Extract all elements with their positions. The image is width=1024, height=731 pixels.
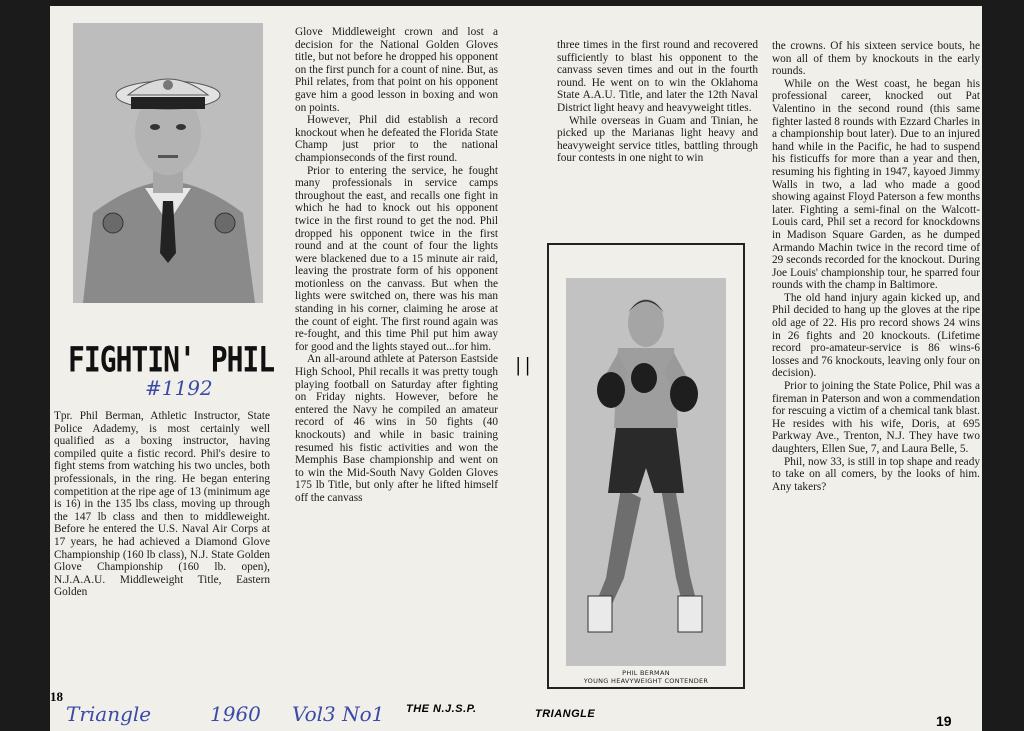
footer-brand-triangle: TRIANGLE <box>535 708 596 720</box>
paragraph: While on the West coast, he began his professional career, knocked out Pat Valentino in the second round (this same fighter lasted 8 rounds with Ezzard Charles in a championship bout later). Due to an injured hand while in the Pacific, he had to suspend his fisticuffs for more than a year and then, resuming his fighting in 1947, kayoed Jimmy Walls in two, a lad who made a good showing against Floyd Paterson a few months later. Fighting a semi-final on the Walcott-Louis card, Phil set a record for knockdowns in Madison Square Garden, as he dumped Armando Machin twice in the record time of 29 seconds recorded for the knockout. During Joe Louis' championship tour, he sparred four rounds with the champ in Baltimore. <box>772 77 980 292</box>
caption-name: PHIL BERMAN <box>622 669 670 677</box>
paragraph: However, Phil did establish a record knockout when he defeated the Florida State Champ just prior to the national championseconds of the first round. <box>295 114 498 164</box>
article-column-1 <box>54 410 270 599</box>
handwritten-number: #1192 <box>145 376 213 400</box>
paragraph: While overseas in Guam and Tinian, he picked up the Marianas light heavy and heavyweight service titles, battling through four contests in one night to win <box>557 114 758 165</box>
paragraph: three times in the first round and recovered sufficiently to blast his opponent to the canvass seven times and out in the fourth round. He went on to win the Oklahoma State A.A.U. Title, and later the 12th Naval District light heavy and heavyweight titles. <box>557 39 758 114</box>
boxer-photo-frame <box>547 243 745 689</box>
paragraph: Glove Middleweight crown and lost a decision for the National Golden Gloves title, but not before he dropped his opponent on the first punch for a count of nine. But, as Phil relates, from that point on his opponent gave him a good lesson in boxing and won on points. <box>295 26 498 114</box>
boxer-photo-icon <box>566 278 726 666</box>
article-column-4 <box>772 40 980 493</box>
paragraph: Prior to entering the service, he fought many professionals in service camps throughout the east, and recalls one fight in which he had to knock out his opponent twice in the first round to get the nod. Phil dropped his opponent twice in the first round and at the count of four the lights were blackened due to a 15 minute air raid, leaving the prostrate form of his opponent motionless on the canvass. But when the lights were switched on, there was his man standing in his corner, claiming he arose at the count of eight. The first round again was re-fought, and this time Phil put him away for good and the lights stayed out...for him. <box>295 164 498 353</box>
article-column-3 <box>557 39 758 165</box>
paragraph: The old hand injury again kicked up, and Phil decided to hang up the gloves at the ripe old age of 22. His pro record shows 24 wins in 26 fights and 20 knockouts. (Lifetime record pro-amateur-service is 86 wins-6 losses and 76 knockouts, leaving only four on decision). <box>772 291 980 380</box>
caption-title: YOUNG HEAVYWEIGHT CONTENDER <box>583 677 709 685</box>
trooper-portrait-icon <box>73 23 263 303</box>
article-column-2 <box>295 26 498 505</box>
paragraph: the crowns. Of his sixteen service bouts, he won all of them by knockouts in the early rounds. <box>772 40 980 78</box>
newspaper-page <box>50 6 982 731</box>
boxer-photo <box>566 278 726 666</box>
page-number-right: 19 <box>936 713 952 729</box>
page-number-left: 18 <box>50 689 63 704</box>
margin-marks: | | <box>516 354 530 376</box>
paragraph: An all-around athlete at Paterson Eastside High School, Phil recalls it was pretty tough playing football on Saturday after fighting on Friday nights. However, before he entered the Navy he compiled an amateur record of 46 wins in 50 fights (40 knockouts) and while in basic training resumed his fistic activities and won the Memphis Base championship and went on to win the Mid-South Navy Golden Gloves 175 lb Title, but only after he lifted himself off the canvass <box>295 353 498 504</box>
handwritten-year: 1960 <box>210 702 261 726</box>
headline: FIGHTIN' PHIL <box>68 339 275 381</box>
trooper-portrait-photo <box>73 23 263 303</box>
photo-caption <box>549 669 743 685</box>
paragraph: Prior to joining the State Police, Phil was a fireman in Paterson and won a commendation for rescuing a victim of a chemical tank blast. He resides with his wife, Doris, at 695 Parkway Ave., Trenton, N.J. They have two daughters, Ellen Sue, 7, and Laura Belle, 5. <box>772 380 980 455</box>
paragraph: Tpr. Phil Berman, Athletic Instructor, State Police Adademy, is most certainly well qualified as a boxing instructor, having compiled quite a fistic record. Phil's desire to fight stems from watching his two uncles, both professionals, in the ring. He began entering competition at the ripe age of 13 (minimum age is 16) in the 135 lbs class, moving up through the 147 lb class and then to middleweight. Before he entered the U.S. Naval Air Corps at 17 years, he had achieved a Diamond Glove Championship (160 lb class), N.J. State Golden Glove Championship (160 lb. open), N.J.A.A.U. Middleweight Title, Eastern Golden <box>54 410 270 599</box>
paragraph: Phil, now 33, is still in top shape and ready to take on all comers, by the looks of him. Any takers? <box>772 455 980 493</box>
footer-brand: THE N.J.S.P. <box>406 703 477 715</box>
handwritten-volume: Vol3 No1 <box>292 702 385 726</box>
handwritten-triangle: Triangle <box>66 702 152 726</box>
